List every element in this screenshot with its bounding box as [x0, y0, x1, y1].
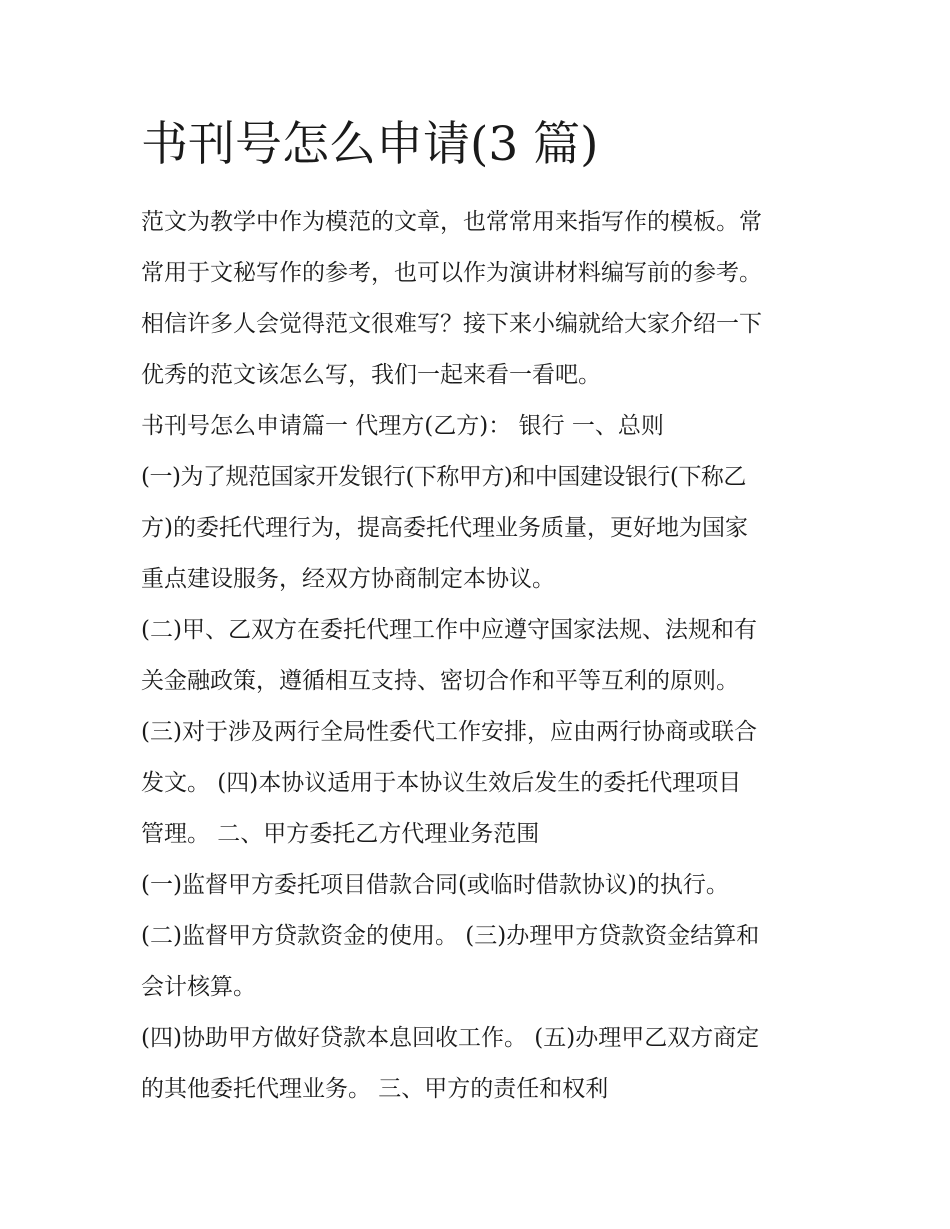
text-line: (一)为了规范国家开发银行(下称甲方)和中国建设银行(下称乙 [141, 464, 746, 490]
text-line: 方)的委托代理行为，提高委托代理业务质量，更好地为国家 [141, 515, 748, 541]
text-line: (二)监督甲方贷款资金的使用。 (三)办理甲方贷款资金结算和 [141, 923, 760, 949]
paragraph-section-one-heading [141, 401, 813, 452]
text-line: 范文为教学中作为模范的文章，也常常用来指写作的模板。常 [141, 209, 762, 235]
text-line: (二)甲、乙双方在委托代理工作中应遵守国家法规、法规和有 [141, 617, 757, 643]
paragraph-intro [141, 197, 813, 401]
paragraph-clause-1-3 [141, 707, 813, 860]
paragraph-clause-1-1 [141, 452, 813, 605]
paragraph-clause-2-4 [141, 1013, 813, 1115]
text-line: 发文。 (四)本协议适用于本协议生效后发生的委托代理项目 [141, 770, 742, 796]
text-line: 会计核算。 [141, 974, 256, 1000]
text-line: 相信许多人会觉得范文很难写？接下来小编就给大家介绍一下 [141, 311, 762, 337]
document-title: 书刊号怎么申请(3 篇) [141, 117, 599, 172]
text-line: (四)协助甲方做好贷款本息回收工作。 (五)办理甲乙双方商定 [141, 1025, 760, 1051]
text-line: (一)监督甲方委托项目借款合同(或临时借款协议)的执行。 [141, 872, 729, 898]
text-line: 优秀的范文该怎么写，我们一起来看一看吧。 [141, 362, 601, 388]
text-line: 关金融政策，遵循相互支持、密切合作和平等互利的原则。 [141, 668, 739, 694]
document-body [141, 197, 813, 1115]
paragraph-clause-1-2 [141, 605, 813, 707]
text-line: 重点建设服务，经双方协商制定本协议。 [141, 566, 555, 592]
text-line: 管理。 二、甲方委托乙方代理业务范围 [141, 821, 540, 847]
text-line: (三)对于涉及两行全局性委代工作安排，应由两行协商或联合 [141, 719, 757, 745]
paragraph-clause-2-2 [141, 911, 813, 1013]
document-page [141, 112, 813, 1115]
text-line: 书刊号怎么申请篇一 代理方(乙方)： 银行 一、总则 [141, 413, 664, 439]
text-line: 的其他委托代理业务。 三、甲方的责任和权利 [141, 1076, 609, 1102]
text-line: 常用于文秘写作的参考，也可以作为演讲材料编写前的参考。 [141, 260, 762, 286]
paragraph-clause-2-1 [141, 860, 813, 911]
